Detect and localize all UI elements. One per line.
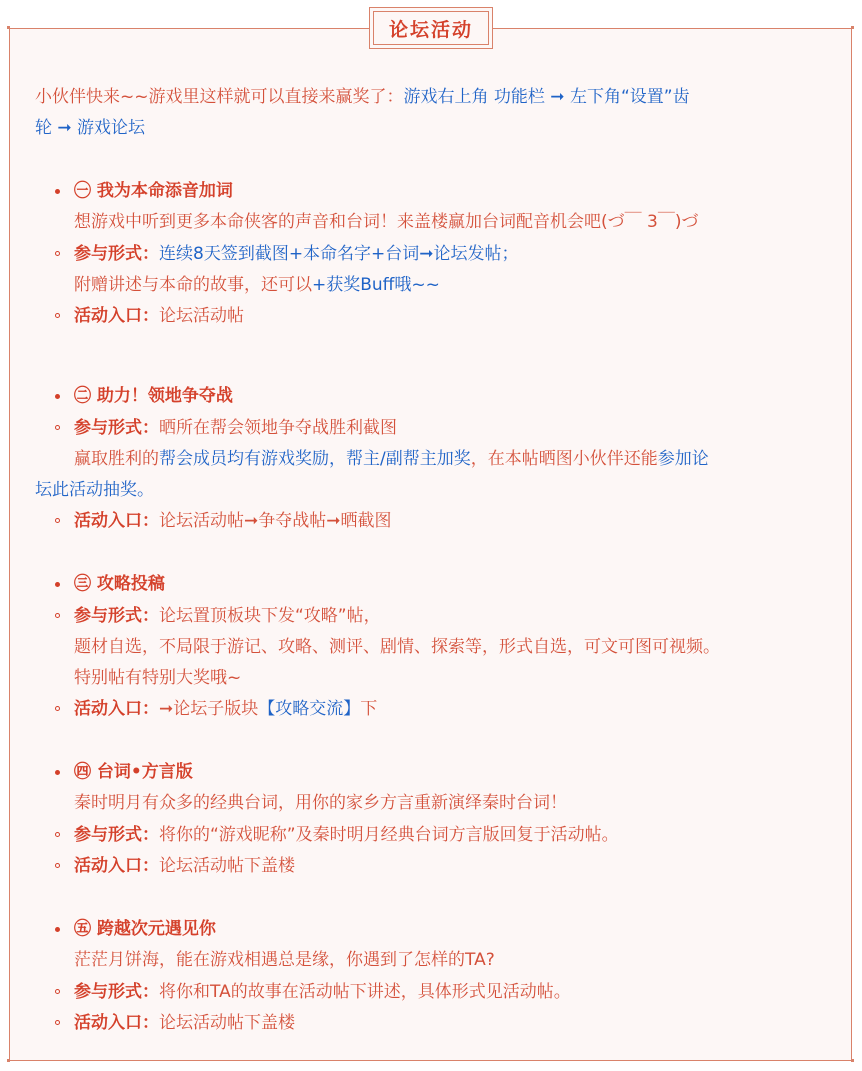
activity-entry: 活动入口：论坛活动帖➞争夺战帖➞晒截图 (74, 511, 392, 531)
activity-form: 参与形式：论坛置顶板块下发“攻略”帖， (74, 606, 381, 626)
activity-desc: 秦时明月有众多的经典台词，用你的家乡方言重新演绎秦时台词！ (74, 793, 567, 813)
activity-entry: 活动入口：论坛活动帖 (74, 306, 244, 326)
activity-desc: 题材自选，不局限于游记、攻略、测评、剧情、探索等，形式自选，可文可图可视频。 (74, 637, 720, 657)
corner-ornament (851, 26, 854, 29)
activity-heading: ㊂ 攻略投稿 (74, 574, 165, 594)
bullet-circle (55, 251, 60, 256)
corner-ornament (851, 1059, 854, 1062)
intro-path: 游戏右上角 功能栏 ➞ 左下角“设置”齿 (403, 87, 690, 107)
activity-heading: ㊁ 助力！领地争夺战 (74, 386, 233, 406)
activity-desc: 赢取胜利的帮会成员均有游戏奖励，帮主/副帮主加奖，在本帖晒图小伙伴还能参加论 (74, 449, 709, 469)
activity-form-extra: 附赠讲述与本命的故事，还可以+获奖Buff哦~~ (74, 275, 440, 295)
bullet-dot (55, 927, 60, 932)
activity-entry: 活动入口：论坛活动帖下盖楼 (74, 856, 295, 876)
bullet-circle (55, 989, 60, 994)
bullet-circle (55, 613, 60, 618)
corner-ornament (7, 1059, 10, 1062)
bullet-circle (55, 1020, 60, 1025)
activity-entry: 活动入口：➞论坛子版块【攻略交流】下 (74, 699, 378, 719)
intro-line-2: 轮 ➞ 游戏论坛 (35, 118, 146, 138)
corner-ornament (7, 26, 10, 29)
bullet-circle (55, 832, 60, 837)
activity-heading: ㊄ 跨越次元遇见你 (74, 919, 216, 939)
activity-form: 参与形式：晒所在帮会领地争夺战胜利截图 (74, 418, 397, 438)
activity-form: 参与形式：将你和TA的故事在活动帖下讲述，具体形式见活动帖。 (74, 982, 571, 1002)
page-title: 论坛活动 (388, 18, 473, 41)
activity-desc: 特别帖有特别大奖哦~ (74, 668, 242, 688)
activity-entry: 活动入口：论坛活动帖下盖楼 (74, 1013, 295, 1033)
activity-desc: 想游戏中听到更多本命侠客的声音和台词！来盖楼赢加台词配音机会吧(づ￣ 3￣)づ (74, 212, 699, 232)
bullet-dot (55, 582, 60, 587)
bullet-circle (55, 313, 60, 318)
activity-heading: ㊀ 我为本命添音加词 (74, 181, 233, 201)
bullet-circle (55, 425, 60, 430)
bullet-circle (55, 518, 60, 523)
intro-line-1: 小伙伴快来~~游戏里这样就可以直接来赢奖了：游戏右上角 功能栏 ➞ 左下角“设置”齿 (35, 87, 690, 107)
bullet-circle (55, 706, 60, 711)
activity-heading: ㊃ 台词•方言版 (74, 762, 193, 782)
bullet-dot (55, 394, 60, 399)
bullet-dot (55, 189, 60, 194)
activity-form: 参与形式：将你的“游戏昵称”及秦时明月经典台词方言版回复于活动帖。 (74, 825, 619, 845)
title-badge (369, 7, 493, 49)
activity-desc-cont: 坛此活动抽奖。 (35, 480, 154, 500)
bullet-circle (55, 863, 60, 868)
bullet-dot (55, 770, 60, 775)
activity-form: 参与形式：连续8天签到截图+本命名字+台词➞论坛发帖； (74, 244, 519, 264)
activity-desc: 茫茫月饼海，能在游戏相遇总是缘，你遇到了怎样的TA? (74, 950, 495, 970)
